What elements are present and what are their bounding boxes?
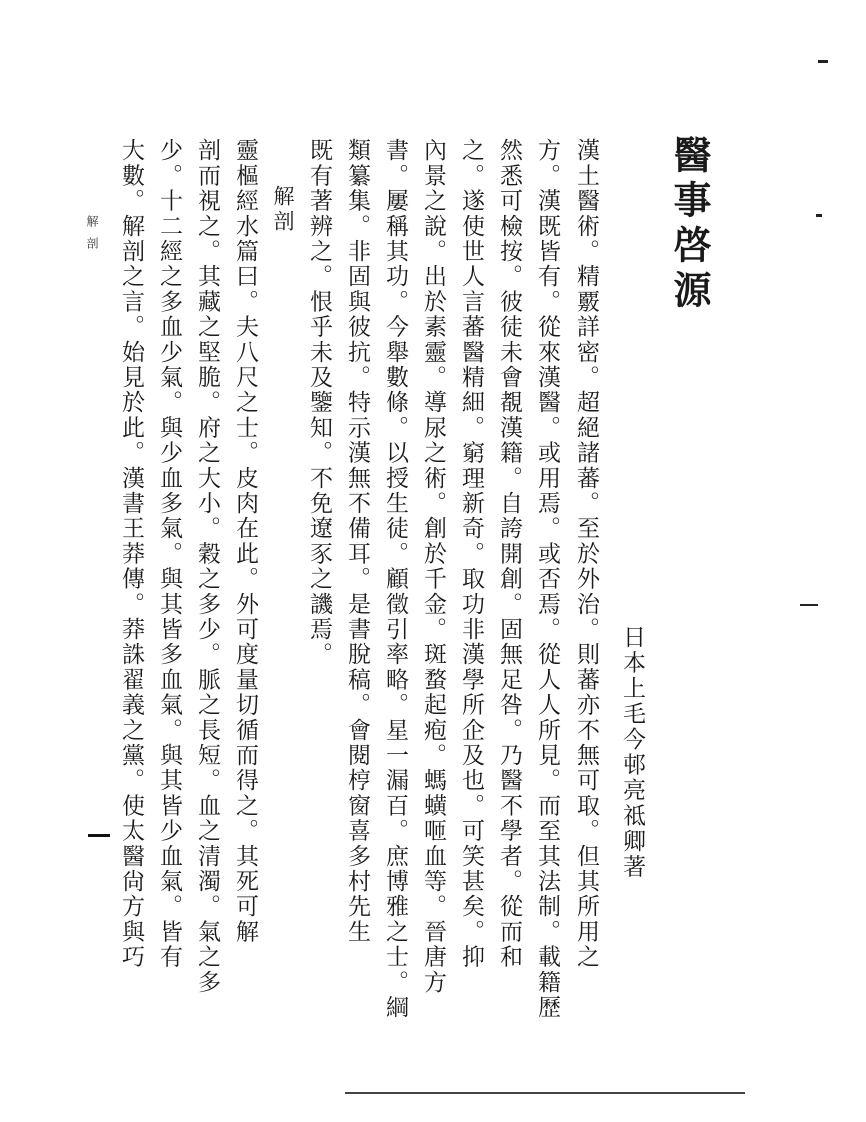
- bottom-rule: [345, 1092, 745, 1094]
- text-column: 方。漢既皆有。從來漢醫。或用焉。或否焉。從人人所見。而至其法制。載籍歷: [534, 138, 560, 1020]
- margin-label: 解剖: [85, 215, 99, 259]
- text-column: 剖而視之。其藏之堅脆。府之大小。穀之多少。脈之長短。血之清濁。氣之多: [194, 138, 220, 995]
- text-column: 然悉可檢按。彼徒未會覩漢籍。自誇開創。固無足咎。乃醫不學者。從而和: [496, 138, 522, 970]
- page-number: [88, 834, 110, 837]
- text-column: 既有著辨之。恨乎未及鑒知。不免遼豕之譏焉。: [306, 138, 332, 668]
- edge-mark: [816, 214, 822, 217]
- text-column: 靈樞經水篇曰。夫八尺之士。皮肉在此。外可度量切循而得之。其死可解: [232, 138, 258, 945]
- text-column: 內景之說。出於素靈。導尿之術。創於千金。斑蝥起疱。螞蟥咂血等。晉唐方: [420, 138, 446, 995]
- text-column: 大數。解剖之言。始見於此。漢書王莽傳。莽誅翟義之黨。使太醫尙方與巧: [118, 138, 144, 970]
- text-column: 少。十二經之多血少氣。與少血多氣。與其皆多血氣。與其皆少血氣。皆有: [156, 138, 182, 970]
- text-column: 之。遂使世人言蕃醫精細。窮理新奇。取功非漢學所企及也。可笑甚矣。抑: [458, 138, 484, 970]
- text-column: 漢土醫術。精覈詳密。超絕諸蕃。至於外治。則蕃亦不無可取。但其所用之: [573, 138, 599, 970]
- author-line: 日本上毛今邨亮祗卿著: [619, 625, 645, 880]
- section-heading: 解剖: [271, 185, 295, 235]
- page-title: 醫事啓源: [667, 135, 712, 315]
- text-column: 類纂集。非固與彼抗。特示漢無不備耳。是書脫稿。會閱梈窗喜多村先生: [344, 138, 370, 945]
- edge-mark: [818, 60, 828, 63]
- edge-mark: [800, 604, 818, 606]
- text-column: 書。屢稱其功。今舉數條。以授生徒。顧徵引率略。星一漏百。庶博雅之士。綱: [382, 138, 408, 1020]
